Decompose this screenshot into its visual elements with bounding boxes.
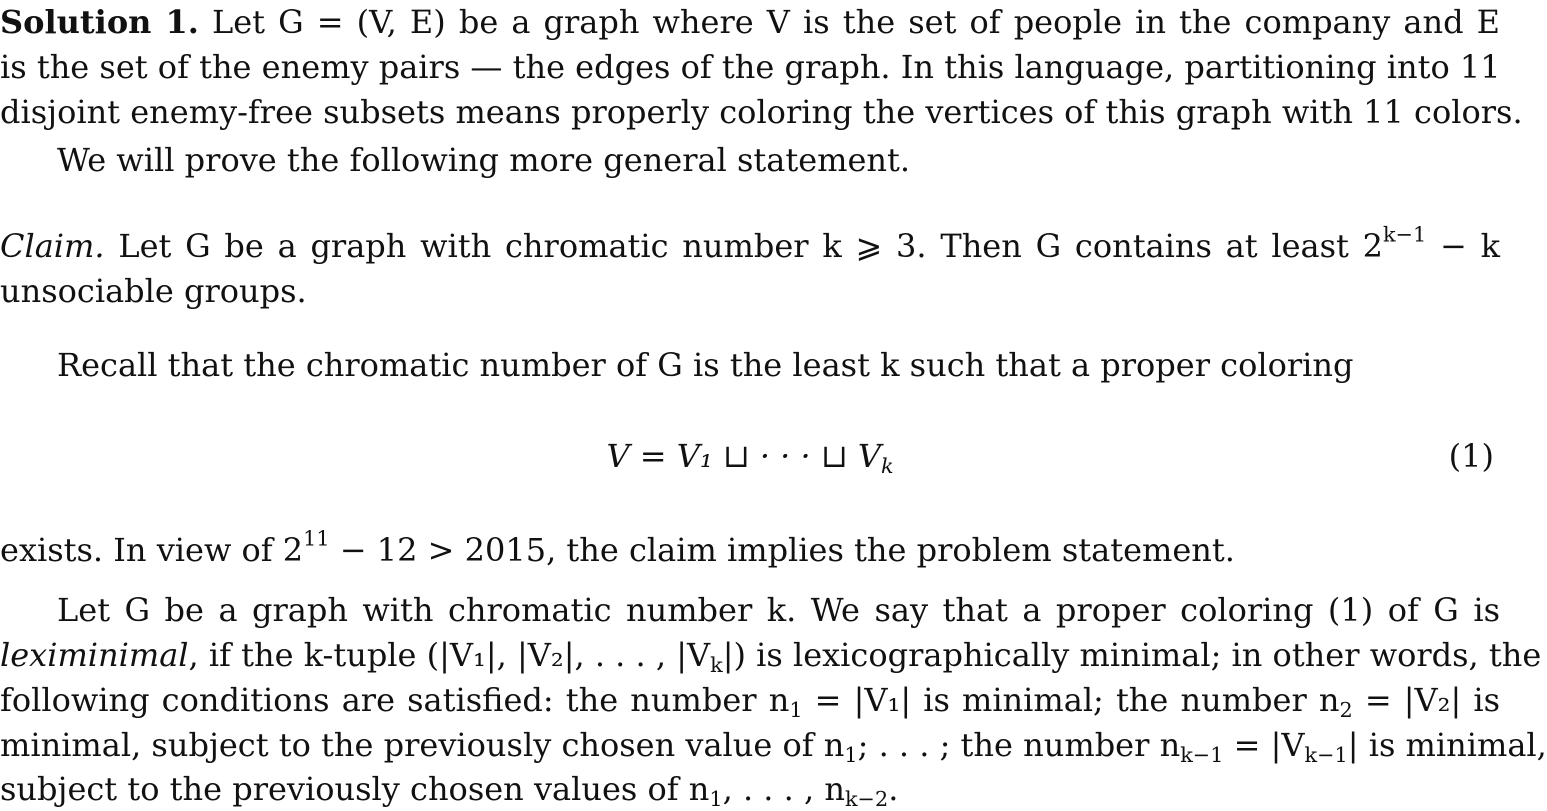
solution-label: Solution 1. xyxy=(0,3,199,41)
paragraph-line-2: is the set of the enemy pairs — the edges of the graph. In this language, partitioning into 11 xyxy=(0,48,1501,86)
paragraph-line-7: Recall that the chromatic number of G is the least k such that a proper coloring xyxy=(57,346,1354,384)
claim-line-2: unsociable groups. xyxy=(0,272,307,310)
exponent: 11 xyxy=(303,526,330,551)
paragraph-line-13: subject to the previously chosen values of $n_1$, . . . , $n_{k-2}$. xyxy=(0,770,899,811)
paragraph-line-1 xyxy=(0,2,1500,42)
claim-line-1 xyxy=(0,222,1501,266)
paragraph-line-11: following conditions are satisfied: the number $n_1 = |V_1|$ is minimal; the number $n_2 = |V_2|$ is xyxy=(0,681,1501,723)
paragraph-line-10: leximinimal, if the k-tuple (|V₁|, |V₂|, . . . , $|V_k|$) is lexicographically minimal; in other words, the xyxy=(0,636,1542,678)
line-text: Let G = (V, E) be a graph where V is the set of people in the company and E xyxy=(211,3,1501,41)
paragraph-line-12: minimal, subject to the previously chosen value of $n_1$; . . . ; the number $n_{k-1} = |V_{k-1}|$ is minimal, xyxy=(0,726,1547,768)
claim-exponent: k−1 xyxy=(1383,222,1427,247)
display-equation xyxy=(0,436,1500,479)
paragraph-line-4: We will prove the following more general statement. xyxy=(57,141,911,179)
paragraph-line-3: disjoint enemy-free subsets means properly coloring the vertices of this graph with 11 colors. xyxy=(0,93,1523,131)
equation-number: (1) xyxy=(1448,437,1494,475)
claim-label: Claim. xyxy=(0,227,105,265)
equation-body: V = V₁ ⊔ · · · ⊔ $V_k$ xyxy=(606,437,894,479)
claim-text-end: − k xyxy=(1426,227,1501,265)
claim-text: Let G be a graph with chromatic number k ⩾ 3. Then G contains at least 2 xyxy=(118,227,1384,265)
defined-term: leximinimal xyxy=(0,636,189,674)
paragraph-line-8: exists. In view of $2^{11} - 12 > 2015$, the claim implies the problem statement. xyxy=(0,526,1235,569)
paragraph-line-9: Let G be a graph with chromatic number k. We say that a proper coloring (1) of G is xyxy=(57,591,1500,629)
